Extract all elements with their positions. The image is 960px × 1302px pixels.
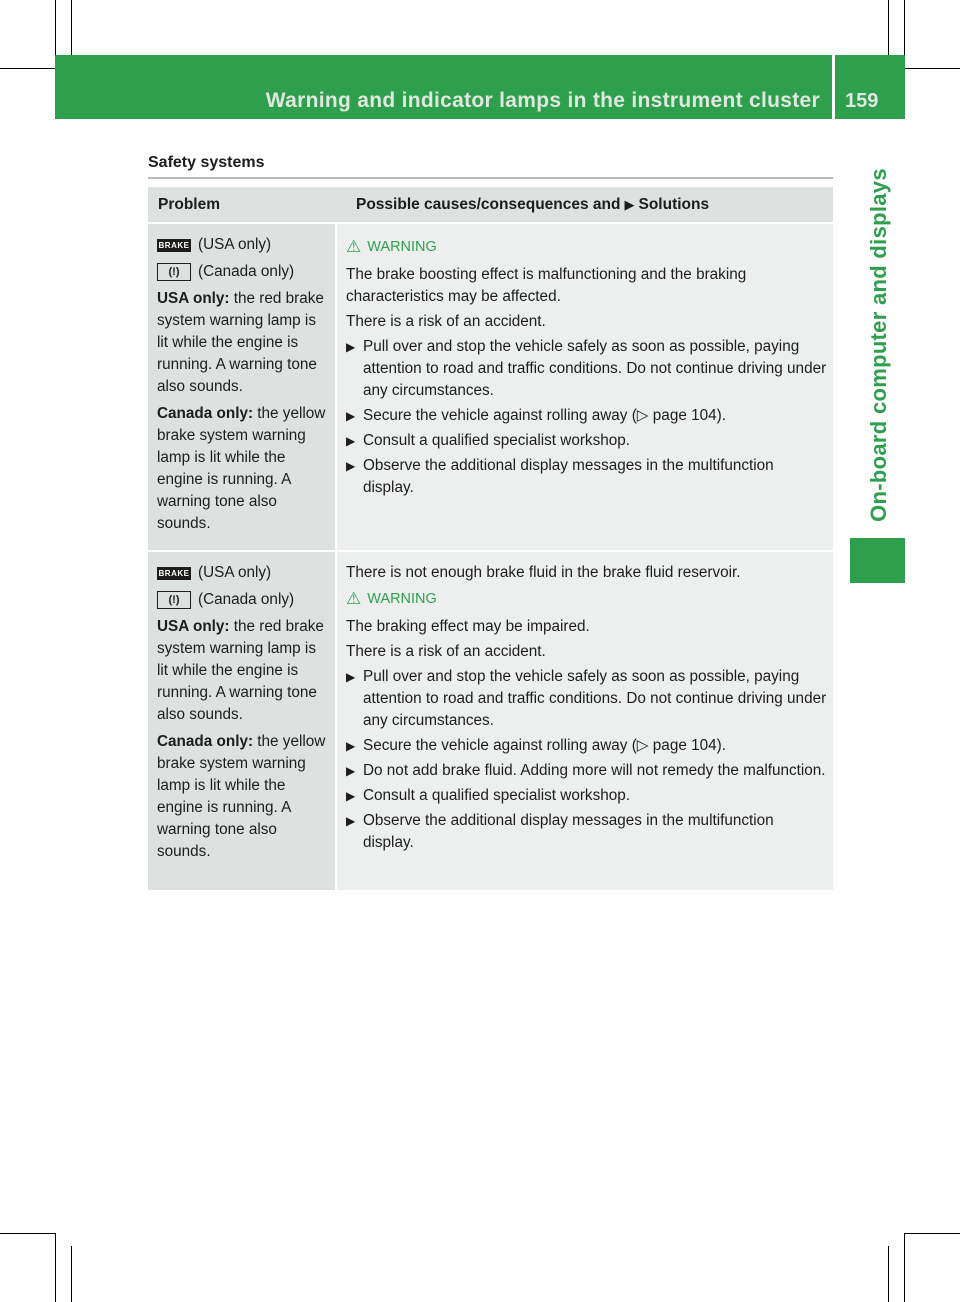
crop-mark (55, 0, 56, 56)
solutions-cell (337, 224, 833, 550)
crop-mark (0, 68, 56, 69)
header-problem: Problem (158, 195, 221, 213)
running-header-title: Warning and indicator lamps in the instrument cluster (265, 89, 820, 112)
cause-text: There is not enough brake fluid in the brake fluid reservoir. (346, 564, 741, 581)
play-arrow-icon: ▶ (346, 670, 356, 684)
header-band (55, 55, 832, 119)
section-title: Safety systems (148, 154, 265, 171)
list-item: ▶ Observe the additional display messages in the multifunction display. (346, 455, 827, 499)
usa-only-label: (USA only) (198, 564, 272, 581)
list-item: ▶ Secure the vehicle against rolling away (▷ page 104). (346, 405, 827, 427)
canada-only-label: (Canada only) (198, 591, 295, 608)
crop-mark (904, 0, 905, 56)
header-solutions-suffix: Solutions (638, 195, 710, 213)
crop-mark (55, 1233, 56, 1302)
section-divider (148, 177, 833, 179)
play-arrow-icon: ▶ (624, 196, 635, 212)
side-tab-marker (850, 538, 905, 583)
play-arrow-icon: ▶ (346, 739, 356, 753)
table-row (148, 224, 833, 550)
brake-warning-circle-icon: (!) (157, 591, 191, 609)
warning-body: The brake boosting effect is malfunctioning and the braking characteristics may be affected. (346, 266, 747, 305)
list-item: ▶ Consult a qualified specialist workshop. (346, 785, 827, 807)
crop-mark (71, 0, 72, 56)
list-item: ▶ Consult a qualified specialist workshop. (346, 430, 827, 452)
crop-mark (905, 1233, 960, 1234)
play-arrow-icon: ▶ (346, 434, 356, 448)
header-solutions-prefix: Possible causes/consequences and (356, 195, 621, 213)
play-arrow-icon: ▶ (346, 814, 356, 828)
page-number: 159 (845, 90, 879, 112)
page-number-box (835, 55, 905, 119)
warning-body: The braking effect may be impaired. (346, 618, 590, 635)
warning-triangle-icon: ⚠ (346, 237, 362, 256)
solutions-cell (337, 552, 833, 890)
play-arrow-icon: ▶ (346, 789, 356, 803)
problem-cell (148, 224, 335, 550)
usa-only-label: (USA only) (198, 236, 272, 253)
safety-systems-table (148, 187, 833, 890)
play-arrow-icon: ▶ (346, 764, 356, 778)
crop-mark (905, 68, 960, 69)
list-item: ▶ Pull over and stop the vehicle safely as soon as possible, paying attention to road and traffic conditions. Do not continue driving under any circumstances. (346, 666, 827, 732)
problem-cell (148, 552, 335, 890)
usa-description: USA only: the red brake system warning lamp is lit while the engine is running. A warning tone also sounds. (157, 618, 324, 723)
warning-triangle-icon: ⚠ (346, 589, 362, 608)
header-solutions (347, 187, 833, 222)
brake-warning-circle-icon: (!) (157, 263, 191, 281)
canada-description: Canada only: the yellow brake system warning lamp is lit while the engine is running. A warning tone also sounds. (157, 733, 326, 860)
canada-only-label: (Canada only) (198, 263, 295, 280)
list-item: ▶ Pull over and stop the vehicle safely as soon as possible, paying attention to road and traffic conditions. Do not continue driving under any circumstances. (346, 336, 827, 402)
play-arrow-icon: ▶ (346, 409, 356, 423)
side-chapter-tab (848, 150, 910, 540)
side-chapter-label: On-board computer and displays (866, 168, 891, 522)
table-header-row (148, 187, 833, 222)
list-item: ▶ Do not add brake fluid. Adding more will not remedy the malfunction. (346, 760, 827, 782)
crop-mark (888, 1246, 889, 1302)
list-item: ▶ Secure the vehicle against rolling away (▷ page 104). (346, 735, 827, 757)
canada-description: Canada only: the yellow brake system warning lamp is lit while the engine is running. A warning tone also sounds. (157, 405, 326, 532)
warning-heading: ⚠ WARNING (346, 589, 437, 608)
risk-text: There is a risk of an accident. (346, 643, 546, 660)
play-arrow-icon: ▶ (346, 340, 356, 354)
list-item: ▶ Observe the additional display messages in the multifunction display. (346, 810, 827, 854)
table-row (148, 552, 833, 890)
brake-lamp-icon: BRAKE (158, 240, 190, 250)
crop-mark (888, 0, 889, 56)
crop-mark (904, 1233, 905, 1302)
crop-mark (0, 1233, 56, 1234)
brake-lamp-icon: BRAKE (158, 568, 190, 578)
usa-description: USA only: the red brake system warning lamp is lit while the engine is running. A warning tone also sounds. (157, 290, 324, 395)
risk-text: There is a risk of an accident. (346, 313, 546, 330)
crop-mark (71, 1246, 72, 1302)
play-arrow-icon: ▶ (346, 459, 356, 473)
warning-heading: ⚠ WARNING (346, 237, 437, 256)
